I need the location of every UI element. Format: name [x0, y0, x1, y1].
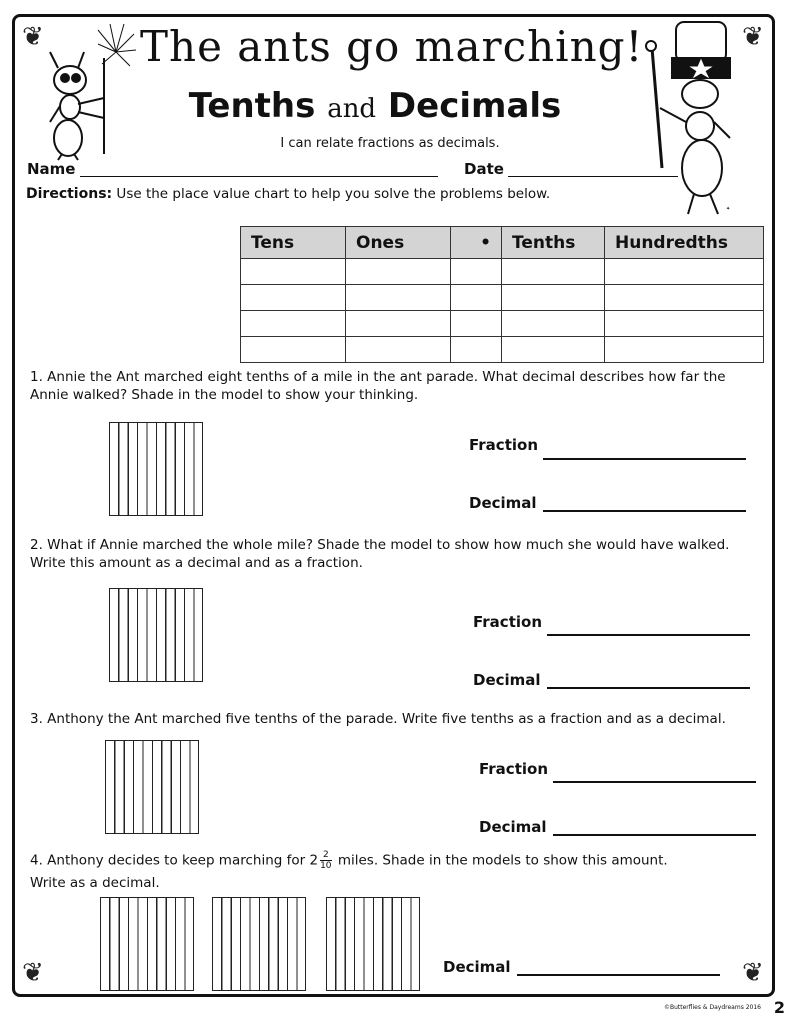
table-cell[interactable] — [451, 285, 502, 311]
header-tens: Tens — [241, 227, 346, 259]
question-3: 3. Anthony the Ant marched five tenths of the parade. Write five tenths as a fraction and as a decimal. — [30, 711, 726, 727]
decimal-label-q3: Decimal — [479, 818, 547, 836]
decimal-answer-q4[interactable] — [517, 974, 720, 976]
mixed-fraction — [320, 850, 331, 871]
table-cell[interactable] — [451, 259, 502, 285]
table-cell[interactable] — [346, 311, 451, 337]
fraction-label-q2: Fraction — [473, 613, 542, 631]
tenths-model-q3[interactable] — [105, 740, 199, 834]
table-cell[interactable] — [451, 337, 502, 363]
decimal-label-q4: Decimal — [443, 958, 511, 976]
table-cell[interactable] — [346, 285, 451, 311]
table-cell[interactable] — [241, 285, 346, 311]
swirl-flourish-icon: ❦ — [742, 22, 764, 52]
table-cell[interactable] — [605, 285, 764, 311]
ant-with-sparkler-icon — [38, 22, 138, 162]
table-cell[interactable] — [502, 311, 605, 337]
subtitle-decimals: Decimals — [387, 86, 562, 126]
name-field[interactable] — [80, 176, 438, 177]
table-cell[interactable] — [605, 259, 764, 285]
table-cell[interactable] — [605, 311, 764, 337]
table-row — [241, 311, 764, 337]
decimal-answer-q1[interactable] — [543, 510, 746, 512]
question-4-text-end: miles. Shade in the models to show this amount. — [333, 852, 668, 869]
directions-text: Use the place value chart to help you solve the problems below. — [112, 186, 551, 202]
fraction-label-q3: Fraction — [479, 760, 548, 778]
table-row — [241, 285, 764, 311]
decimal-label-q2: Decimal — [473, 671, 541, 689]
question-1: 1. Annie the Ant marched eight tenths of a mile in the ant parade. What decimal describes how far the Annie walked? Shade in the model to show your thinking. — [30, 369, 726, 403]
question-4-line-2: Write as a decimal. — [30, 875, 160, 891]
copyright-text: ©Butterflies & Daydreams 2016 — [663, 1004, 761, 1011]
tenths-model-q2[interactable] — [109, 588, 203, 682]
directions — [26, 186, 550, 202]
table-row — [241, 337, 764, 363]
tenths-model-q4-b[interactable] — [212, 897, 306, 991]
date-field[interactable] — [508, 176, 678, 177]
table-cell[interactable] — [241, 337, 346, 363]
table-cell[interactable] — [241, 259, 346, 285]
page-number: 2 — [773, 998, 785, 1017]
svg-text:✦: ✦ — [726, 206, 731, 212]
page-subtitle — [140, 86, 610, 126]
fraction-label-q1: Fraction — [469, 436, 538, 454]
place-value-chart — [240, 226, 764, 363]
decimal-answer-q3[interactable] — [553, 834, 756, 836]
page-title: The ants go marching! — [140, 22, 644, 71]
swirl-flourish-icon: ❦ — [22, 22, 44, 52]
table-cell[interactable] — [502, 285, 605, 311]
swirl-flourish-icon: ❦ — [22, 958, 44, 988]
tenths-model-q4-a[interactable] — [100, 897, 194, 991]
question-4-text-start: 4. Anthony decides to keep marching for 2 — [30, 852, 319, 869]
table-cell[interactable] — [502, 337, 605, 363]
swirl-flourish-icon: ❦ — [742, 958, 764, 988]
subtitle-and: and — [327, 94, 377, 124]
table-cell[interactable] — [346, 337, 451, 363]
decimal-label-q1: Decimal — [469, 494, 537, 512]
fraction-answer-q2[interactable] — [547, 634, 750, 636]
table-cell[interactable] — [605, 337, 764, 363]
fraction-numerator: 2 — [320, 850, 331, 861]
table-cell[interactable] — [241, 311, 346, 337]
question-4 — [30, 850, 765, 871]
header-tenths: Tenths — [502, 227, 605, 259]
subtitle-tenths: Tenths — [188, 86, 316, 126]
table-cell[interactable] — [451, 311, 502, 337]
fraction-answer-q1[interactable] — [543, 458, 746, 460]
fraction-answer-q3[interactable] — [553, 781, 756, 783]
date-label: Date — [464, 160, 504, 178]
table-cell[interactable] — [346, 259, 451, 285]
tenths-model-q4-c[interactable] — [326, 897, 420, 991]
ant-drum-major-icon — [638, 18, 738, 218]
fraction-denominator: 10 — [320, 861, 332, 871]
chart-header-row — [241, 227, 764, 259]
name-label: Name — [27, 160, 76, 178]
header-hundredths: Hundredths — [605, 227, 764, 259]
question-2: 2. What if Annie marched the whole mile? Shade the model to show how much she would have walked. Write this amount as a decimal and as a fraction. — [30, 537, 730, 571]
table-row — [241, 259, 764, 285]
directions-label: Directions: — [26, 186, 113, 202]
table-cell[interactable] — [502, 259, 605, 285]
learning-objective: I can relate fractions as decimals. — [280, 136, 500, 151]
header-ones: Ones — [346, 227, 451, 259]
decimal-answer-q2[interactable] — [547, 687, 750, 689]
header-decimal-point: • — [451, 227, 502, 259]
tenths-model-q1[interactable] — [109, 422, 203, 516]
